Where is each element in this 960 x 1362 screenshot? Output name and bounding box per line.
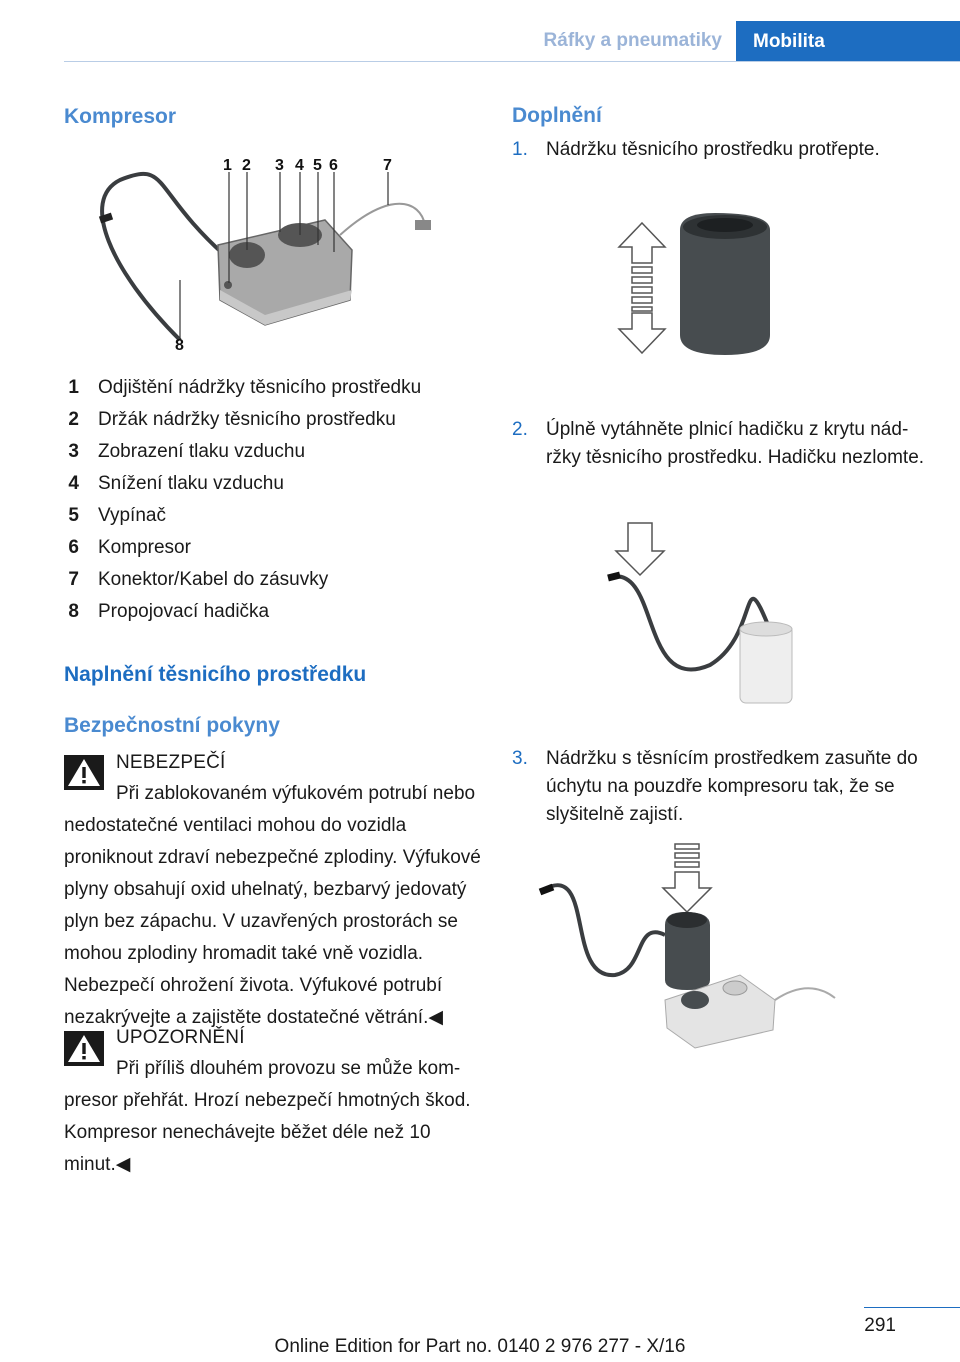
legend-row xyxy=(64,377,484,403)
legend-number: 8 xyxy=(68,601,79,622)
header-breadcrumb[interactable]: Ráfky a pneumatiky xyxy=(543,30,722,51)
edition-footer: Online Edition for Part no. 0140 2 976 277 - X/16 xyxy=(274,1336,686,1357)
callout-5: 5 xyxy=(313,157,322,174)
legend-row xyxy=(64,537,484,563)
legend-row xyxy=(64,601,484,627)
insert-bottle-figure xyxy=(535,840,845,1055)
step-text: Nádržku těsnicího prostředku protřepte. xyxy=(546,139,880,160)
legend-row xyxy=(64,441,484,467)
compressor-heading: Kompresor xyxy=(64,105,177,128)
page-number: 291 xyxy=(864,1315,896,1336)
step-number: 3. xyxy=(512,748,528,769)
callout-6: 6 xyxy=(329,157,338,174)
legend-number: 6 xyxy=(68,537,79,558)
callout-4: 4 xyxy=(295,157,304,174)
callout-2: 2 xyxy=(242,157,251,174)
caution-text: Při příliš dlouhém provozu se může kompresor přehřát. Hrozí nebezpečí hmotných škod. Kompresor nenechávejte běžet déle než 10 minut.◀ xyxy=(64,1058,471,1175)
page-number-rule xyxy=(864,1307,960,1308)
callout-7: 7 xyxy=(383,157,392,174)
legend-number: 1 xyxy=(68,377,79,398)
legend-text: Snížení tlaku vzduchu xyxy=(98,473,284,494)
header-divider xyxy=(64,61,960,62)
legend-text: Odjištění nádržky těsnicího prostředku xyxy=(98,377,422,398)
hose-pull-figure xyxy=(600,515,810,710)
legend-text: Propojovací hadička xyxy=(98,601,270,622)
step-1 xyxy=(512,136,932,166)
legend-row xyxy=(64,473,484,499)
danger-text: Při zablokovaném výfukovém potrubí nebo nedostatečné ventilaci mohou do vozidla proniknout zdraví nebezpečné zplodiny. Výfukové plyny obsahují oxid uhelnatý, bezbarvý jedovatý plyn bez zápachu. V uzavřených prostorách se mohou zplodiny hromadit také vně vozidla. Nebezpečí ohrožení života. Výfukové potrubí nezakrývejte a zajistěte dostatečné větrání.◀ xyxy=(64,783,481,1028)
safety-heading: Bezpečnostní pokyny xyxy=(64,714,280,737)
legend-row xyxy=(64,505,484,531)
compressor-figure xyxy=(90,150,450,360)
callout-3: 3 xyxy=(275,157,284,174)
header-tab-mobilita[interactable]: Mobilita xyxy=(736,21,960,61)
legend-text: Konektor/Kabel do zásuvky xyxy=(98,569,329,590)
step-number: 1. xyxy=(512,139,528,160)
shake-bottle-figure xyxy=(610,205,780,365)
legend-row xyxy=(64,569,484,595)
step-text: Úplně vytáhněte plnicí hadičku z krytu nádržky těsnicího prostředku. Hadičku nezlomte. xyxy=(546,419,925,468)
danger-title: NEBEZPEČÍ xyxy=(116,752,226,773)
step-number: 2. xyxy=(512,419,528,440)
legend-number: 7 xyxy=(68,569,79,590)
legend-number: 3 xyxy=(68,441,79,462)
step-text: Nádržku s těsnícím prostředkem zasuňte do úchytu na pouzdře kompresoru tak, že se slyšitelně zajistí. xyxy=(546,748,918,825)
callout-1: 1 xyxy=(223,157,232,174)
legend-number: 2 xyxy=(68,409,79,430)
legend-text: Kompresor xyxy=(98,537,191,558)
legend-number: 4 xyxy=(68,473,79,494)
callout-8: 8 xyxy=(175,337,184,354)
legend-row xyxy=(64,409,484,435)
caution-title: UPOZORNĚNÍ xyxy=(116,1027,245,1048)
step-2 xyxy=(512,416,932,502)
fill-heading: Naplnění těsnicího prostředku xyxy=(64,663,367,686)
legend-text: Vypínač xyxy=(98,505,166,526)
refill-heading: Doplnění xyxy=(512,104,602,127)
legend-text: Držák nádržky těsnicího prostředku xyxy=(98,409,396,430)
legend-text: Zobrazení tlaku vzduchu xyxy=(98,441,306,462)
legend-number: 5 xyxy=(68,505,79,526)
step-3 xyxy=(512,745,932,831)
